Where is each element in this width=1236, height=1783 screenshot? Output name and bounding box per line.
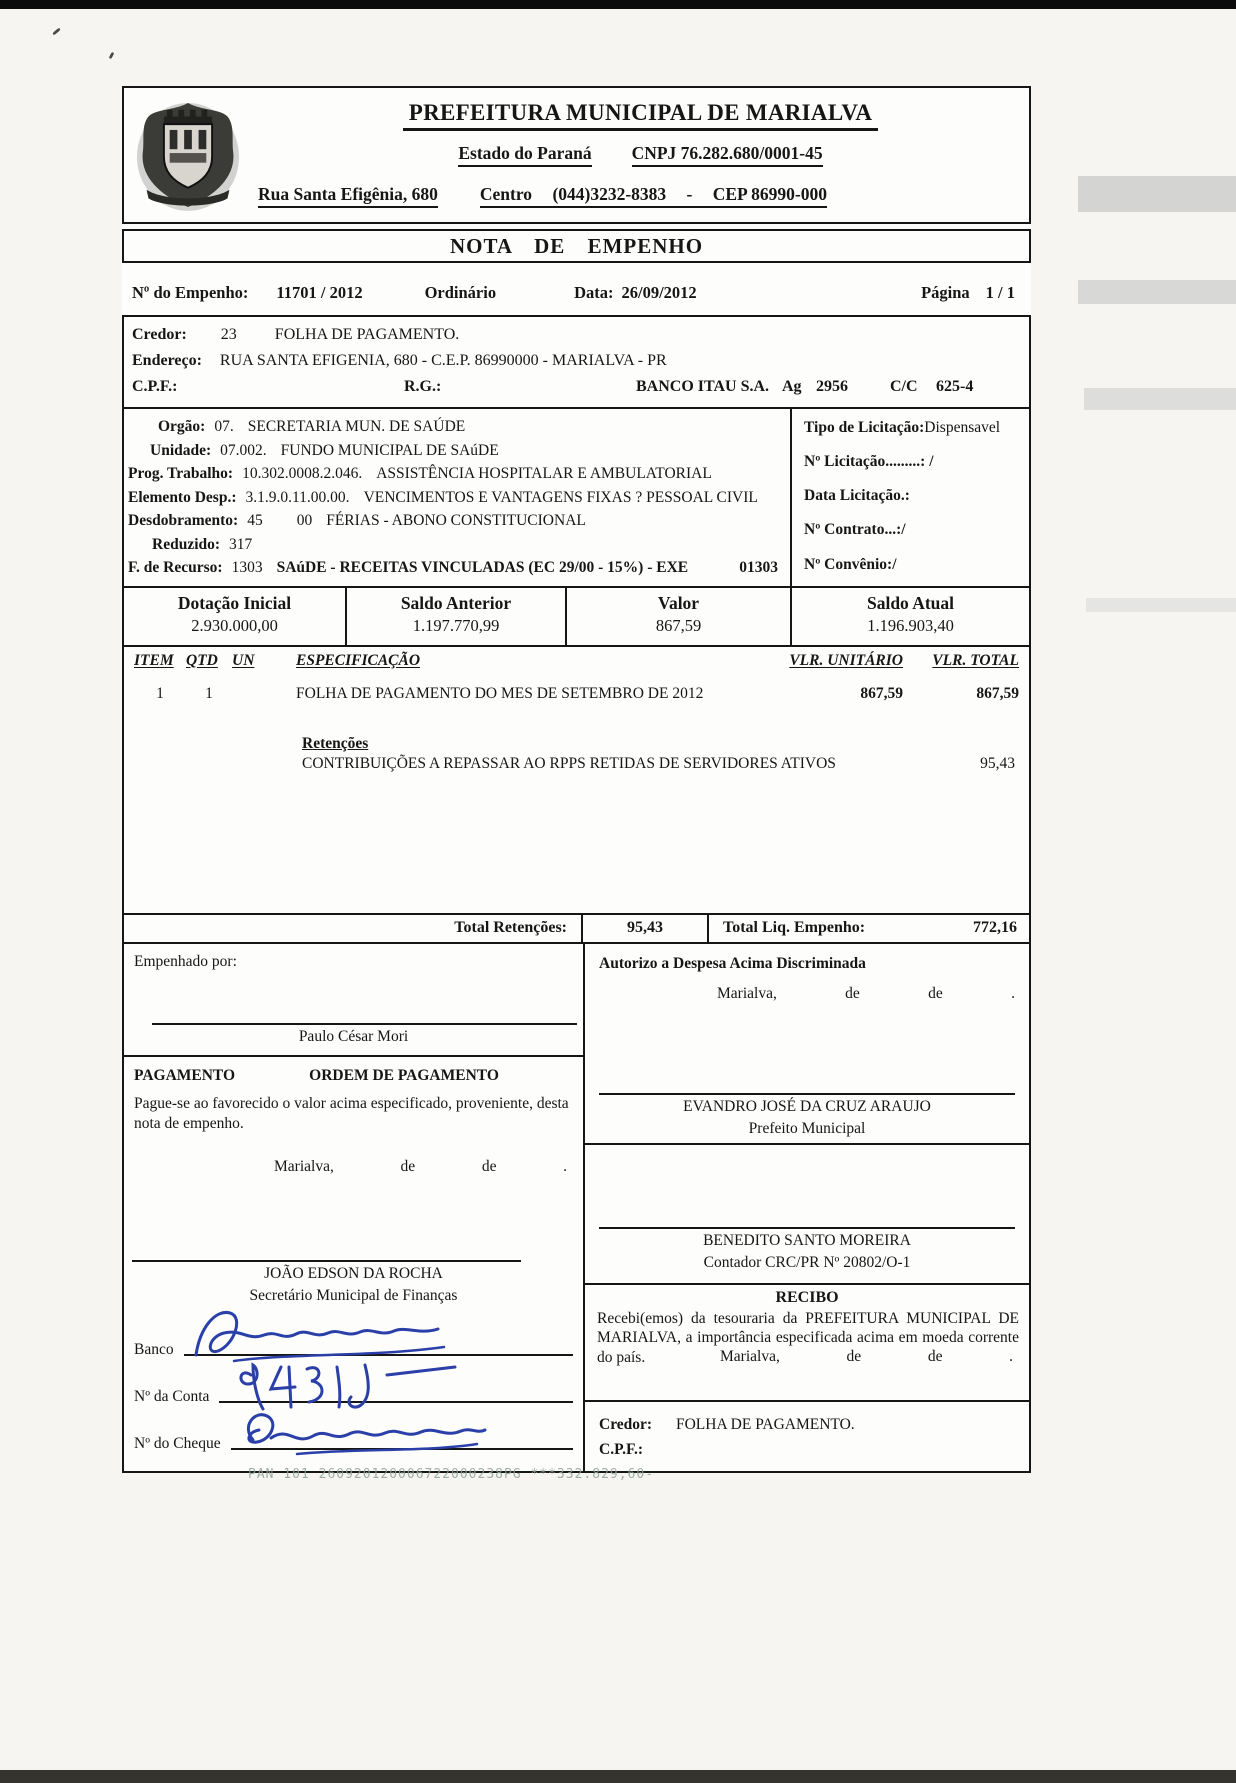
saldo-value: 2.930.000,00 bbox=[191, 615, 278, 635]
prefeito-title: Prefeito Municipal bbox=[748, 1119, 866, 1137]
form-body bbox=[122, 315, 1031, 1473]
saldo-value: 867,59 bbox=[655, 615, 702, 635]
credor-name: FOLHA DE PAGAMENTO. bbox=[274, 326, 460, 343]
recibo-credor-value: FOLHA DE PAGAMENTO. bbox=[675, 1415, 855, 1433]
saldo-col-saldo-anterior bbox=[345, 588, 565, 645]
saldo-label: Valor bbox=[657, 592, 700, 613]
orgao-row bbox=[124, 415, 790, 439]
date-value: 26/09/2012 bbox=[621, 283, 697, 302]
date-line bbox=[585, 985, 1029, 1003]
municipal-coat-of-arms-icon bbox=[124, 88, 252, 222]
empenho-type: Ordinário bbox=[424, 283, 497, 302]
spacer bbox=[585, 1003, 1029, 1093]
handwritten-account-number bbox=[223, 1355, 493, 1413]
prefeito-name: EVANDRO JOSÉ DA CRUZ ARAUJO bbox=[683, 1097, 931, 1115]
cheque-row bbox=[124, 1408, 583, 1455]
rg-label: R.G.: bbox=[404, 378, 442, 395]
scan-edge-top bbox=[0, 0, 1236, 9]
coat-of-arms-graphic bbox=[135, 96, 241, 214]
pagamento-section bbox=[124, 1057, 583, 1471]
desdobramento-code2: 00 bbox=[296, 512, 313, 529]
reduzido-label: Reduzido: bbox=[152, 535, 221, 553]
prog-trabalho-row bbox=[124, 462, 790, 486]
desdobramento-code: 45 bbox=[247, 512, 263, 529]
header-qtd: QTD bbox=[186, 651, 218, 669]
retencoes-value: 95,43 bbox=[980, 754, 1015, 772]
page-label: Página bbox=[921, 283, 970, 302]
empenho-number-label: Nº do Empenho: bbox=[132, 283, 249, 302]
cnpj: CNPJ 76.282.680/0001-45 bbox=[632, 143, 823, 167]
item-vlr-unitario: 867,59 bbox=[860, 684, 903, 702]
banco-label: Banco bbox=[134, 1340, 174, 1358]
item-number: 1 bbox=[156, 684, 164, 702]
dash: - bbox=[686, 184, 693, 204]
bank-name: BANCO ITAU S.A. bbox=[636, 378, 770, 395]
unidade-name: FUNDO MUNICIPAL DE SAúDE bbox=[280, 441, 499, 459]
cheque-label: Nº do Cheque bbox=[134, 1434, 221, 1452]
cpf-label: C.P.F.: bbox=[132, 378, 178, 395]
fonte-recurso-row bbox=[124, 556, 790, 580]
item-especificacao: FOLHA DE PAGAMENTO DO MES DE SETEMBRO DE 2012 bbox=[296, 684, 704, 702]
recibo-credor-block bbox=[585, 1402, 1029, 1471]
header-especificacao: ESPECIFICAÇÃO bbox=[296, 651, 421, 669]
cep: CEP 86990-000 bbox=[712, 184, 827, 204]
orgao-code: 07. bbox=[214, 418, 234, 435]
credor-section bbox=[124, 317, 1029, 409]
reduzido-code: 317 bbox=[229, 535, 253, 553]
state-name: Estado do Paraná bbox=[458, 143, 591, 167]
licitacao-tipo-row bbox=[804, 419, 1021, 437]
district-phone-cep bbox=[480, 184, 827, 208]
desdobramento-name: FÉRIAS - ABONO CONSTITUCIONAL bbox=[326, 512, 586, 529]
agency-label: Ag bbox=[782, 378, 802, 395]
recibo-section bbox=[585, 1285, 1029, 1402]
licitacao-tipo-value: Dispensavel bbox=[924, 419, 1001, 436]
agency-number: 2956 bbox=[816, 378, 848, 395]
scan-speck bbox=[109, 52, 115, 60]
secretario-name: JOÃO EDSON DA ROCHA bbox=[264, 1264, 443, 1282]
dateline-de: de bbox=[846, 1348, 862, 1365]
unidade-code: 07.002. bbox=[220, 441, 267, 459]
banco-fill-line bbox=[184, 1316, 573, 1356]
signature-line bbox=[152, 1023, 577, 1025]
recibo-text: Recebi(emos) da tesouraria da PREFEITURA MUNICIPAL DE MARIALVA, a importância especificada acima em moeda corrente do país. bbox=[597, 1309, 1019, 1366]
endereco-label: Endereço: bbox=[132, 352, 202, 369]
document-page bbox=[122, 86, 1031, 1473]
autorizo-title: Autorizo a Despesa Acima Discriminada bbox=[599, 954, 866, 972]
recibo-title: RECIBO bbox=[775, 1288, 839, 1306]
licitacao-numero: Nº Licitação.........: / bbox=[804, 453, 934, 471]
signature-area bbox=[124, 944, 1029, 1471]
dateline-de: de bbox=[400, 1157, 416, 1175]
item-vlr-total: 867,59 bbox=[976, 684, 1019, 702]
header-item: ITEM bbox=[134, 651, 174, 669]
header-vlr-total: VLR. TOTAL bbox=[932, 651, 1019, 669]
header-un: UN bbox=[232, 651, 255, 669]
itens-section bbox=[124, 647, 1029, 913]
saldo-label: Dotação Inicial bbox=[177, 592, 292, 613]
empenhado-signer-name: Paulo César Mori bbox=[298, 1027, 409, 1045]
banco-row bbox=[124, 1314, 583, 1361]
credor-row bbox=[124, 322, 1029, 348]
endereco-row bbox=[124, 348, 1029, 374]
ordem-pagamento-title: ORDEM DE PAGAMENTO bbox=[309, 1066, 499, 1084]
elemento-row bbox=[124, 486, 790, 510]
document-title: NOTA DE EMPENHO bbox=[122, 229, 1031, 263]
pagamento-header bbox=[124, 1057, 583, 1085]
saldo-label: Saldo Atual bbox=[866, 592, 955, 613]
pagamento-title: PAGAMENTO bbox=[134, 1066, 236, 1084]
autorizacao-section bbox=[585, 944, 1029, 1145]
item-qtd: 1 bbox=[205, 684, 213, 702]
saldo-col-dotacao-inicial bbox=[124, 588, 345, 645]
retencoes-desc: CONTRIBUIÇÕES A REPASSAR AO RPPS RETIDAS DE SERVIDORES ATIVOS bbox=[302, 754, 836, 772]
unidade-row bbox=[124, 439, 790, 463]
recibo-cpf-label: C.P.F.: bbox=[599, 1440, 644, 1458]
conta-fill-line bbox=[219, 1363, 573, 1403]
dotacao-section bbox=[124, 409, 1029, 588]
dateline-city: Marialva, bbox=[717, 984, 777, 1002]
page-value: 1 / 1 bbox=[985, 283, 1015, 302]
desdobramento-row bbox=[124, 509, 790, 533]
account-number: 625-4 bbox=[936, 378, 974, 395]
handwritten-scribble bbox=[235, 1406, 495, 1464]
scan-artifact bbox=[1084, 388, 1236, 410]
licitacao-data: Data Licitação.: bbox=[804, 487, 910, 505]
dateline-period: . bbox=[563, 1157, 567, 1175]
contador-title: Contador CRC/PR Nº 20802/O-1 bbox=[703, 1253, 911, 1271]
credor-label: Credor: bbox=[132, 326, 187, 343]
street-address: Rua Santa Efigênia, 680 bbox=[258, 184, 438, 208]
dateline-city: Marialva, bbox=[274, 1157, 334, 1175]
credor-code: 23 bbox=[220, 326, 237, 343]
dateline-de: de bbox=[481, 1157, 497, 1175]
date-label: Data: bbox=[574, 283, 614, 302]
contador-section bbox=[585, 1145, 1029, 1285]
pagamento-text: Pague-se ao favorecido o valor acima especificado, proveniente, desta nota de empenho. bbox=[134, 1094, 569, 1132]
secretario-title: Secretário Municipal de Finanças bbox=[249, 1286, 458, 1304]
total-retencoes-value: 95,43 bbox=[583, 915, 709, 942]
date-line bbox=[124, 1158, 583, 1176]
recibo-credor-label: Credor: bbox=[599, 1415, 653, 1433]
empenhado-label: Empenhado por: bbox=[134, 952, 237, 970]
licitacao-tipo-label: Tipo de Licitação: bbox=[804, 419, 925, 436]
conta-label: Nº da Conta bbox=[134, 1387, 210, 1405]
dateline-city: Marialva, bbox=[720, 1348, 780, 1365]
elemento-name: VENCIMENTOS E VANTAGENS FIXAS ? PESSOAL CIVIL bbox=[363, 488, 758, 506]
itens-empty-space bbox=[124, 773, 1029, 913]
district: Centro bbox=[479, 184, 533, 204]
dotacao-details bbox=[124, 409, 790, 586]
bank-validation-imprint: PAN 101 260920120006722000238PG ***332.829,60- bbox=[248, 1467, 655, 1482]
signature-line bbox=[132, 1260, 521, 1262]
orgao-name: SECRETARIA MUN. DE SAÚDE bbox=[247, 418, 466, 435]
unidade-label: Unidade: bbox=[150, 441, 212, 459]
org-name-line bbox=[252, 100, 1029, 131]
recibo-cpf-row bbox=[599, 1437, 1029, 1462]
prog-trabalho-code: 10.302.0008.2.046. bbox=[242, 465, 363, 482]
right-column bbox=[585, 944, 1029, 1471]
licitacao-contrato: Nº Contrato...:/ bbox=[804, 521, 906, 539]
letterhead bbox=[122, 86, 1031, 224]
desdobramento-label: Desdobramento: bbox=[128, 512, 239, 529]
elemento-label: Elemento Desp.: bbox=[128, 488, 237, 506]
cheque-fill-line bbox=[231, 1410, 573, 1450]
fonte-recurso-name: SAúDE - RECEITAS VINCULADAS (EC 29/00 - 15%) - EXE bbox=[276, 559, 689, 576]
header-vlr-unitario: VLR. UNITÁRIO bbox=[789, 651, 903, 669]
letterhead-text bbox=[252, 88, 1029, 222]
org-name: PREFEITURA MUNICIPAL DE MARIALVA bbox=[403, 100, 878, 131]
retencoes-row bbox=[302, 755, 1029, 773]
retencoes-title: Retenções bbox=[302, 734, 369, 752]
saldo-col-valor bbox=[565, 588, 790, 645]
total-liquido-value: 772,16 bbox=[973, 919, 1017, 936]
scan-speck bbox=[52, 27, 61, 35]
saldo-label: Saldo Anterior bbox=[400, 592, 512, 613]
licitacao-convenio: Nº Convênio:/ bbox=[804, 555, 897, 573]
signature-line bbox=[599, 1227, 1015, 1229]
scan-artifact bbox=[1078, 280, 1236, 304]
address-line bbox=[252, 184, 1029, 208]
totais-row bbox=[124, 913, 1029, 944]
contador-name: BENEDITO SANTO MOREIRA bbox=[703, 1231, 911, 1249]
left-column bbox=[124, 944, 585, 1471]
dateline-de: de bbox=[927, 1348, 943, 1365]
account-label: C/C bbox=[890, 378, 918, 395]
prog-trabalho-label: Prog. Trabalho: bbox=[128, 465, 234, 482]
total-retencoes-label: Total Retenções: bbox=[124, 915, 583, 942]
licitacao-panel bbox=[790, 409, 1029, 586]
saldo-value: 1.197.770,99 bbox=[412, 615, 500, 635]
dateline-de: de bbox=[845, 984, 860, 1002]
documentos-row bbox=[124, 374, 1029, 400]
fonte-recurso-label: F. de Recurso: bbox=[128, 559, 223, 576]
saldo-col-saldo-atual bbox=[790, 588, 1029, 645]
total-liquido-cell bbox=[709, 915, 1029, 942]
retencoes-block bbox=[302, 735, 1029, 773]
scan-artifact bbox=[1086, 598, 1236, 612]
dateline-period: . bbox=[1011, 984, 1015, 1002]
total-liquido-label: Total Liq. Empenho: bbox=[723, 919, 866, 936]
state-cnpj-line bbox=[252, 143, 1029, 167]
prog-trabalho-name: ASSISTÊNCIA HOSPITALAR E AMBULATORIAL bbox=[376, 465, 712, 482]
empenhado-section bbox=[124, 944, 583, 1057]
fonte-recurso-code2: 01303 bbox=[739, 559, 778, 576]
saldo-value: 1.196.903,40 bbox=[867, 615, 954, 635]
scan-edge-bottom bbox=[0, 1770, 1236, 1783]
elemento-code: 3.1.9.0.11.00.00. bbox=[245, 488, 350, 506]
empenho-info-row bbox=[122, 263, 1031, 315]
signature-line bbox=[599, 1093, 1015, 1095]
saldos-table bbox=[124, 588, 1029, 647]
empenho-number: 11701 / 2012 bbox=[276, 283, 363, 302]
endereco-value: RUA SANTA EFIGENIA, 680 - C.E.P. 86990000 - MARIALVA - PR bbox=[219, 352, 667, 369]
date-line bbox=[585, 1348, 1029, 1366]
dateline-period: . bbox=[1009, 1348, 1013, 1365]
recibo-credor-row bbox=[599, 1412, 1029, 1437]
reduzido-row bbox=[124, 533, 790, 557]
orgao-label: Orgão: bbox=[158, 418, 206, 435]
scan-artifact bbox=[1078, 176, 1236, 212]
dateline-de: de bbox=[928, 984, 943, 1002]
fonte-recurso-code: 1303 bbox=[231, 559, 263, 576]
item-row bbox=[124, 685, 1029, 703]
phone: (044)3232-8383 bbox=[552, 184, 667, 204]
itens-header bbox=[124, 652, 1029, 670]
